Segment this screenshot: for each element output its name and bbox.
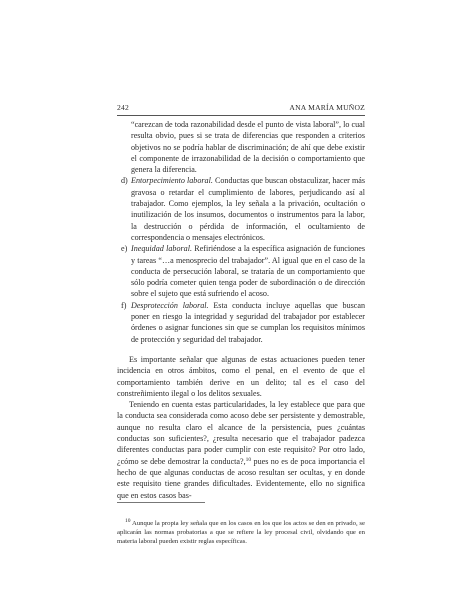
paragraph-persistence [117,399,365,501]
footnote [117,519,365,546]
list-item-text: Conductas que buscan obstaculizar, hacer más gravosa o retardar el cumplimiento de labores, perjudicando así al trabajador. Como ejemplos, la ley señala a la privación, ocultación o inutilización de los insumos, documentos o instrumentos para la labor, la destrucción o pérdida de información, el ocultamiento de correspondencia o mensajes electrónicos. [131,176,365,242]
list-item-text: Esta conducta incluye aquellas que buscan poner en riesgo la integridad y seguridad del trabajador por establecer órdenes o asignar funciones sin que se cumplan los requisitos mínimos de protección y seguridad del trabajador. [131,300,366,344]
page-number: 242 [117,103,129,112]
paragraph-penal: Es importante señalar que algunas de estas actuaciones pueden tener incidencia en otros ámbitos, como el penal, en el evento de que el comportamiento también derive en un delito; tal es el caso del constreñimiento ilegal o los delitos sexuales. [117,354,365,398]
list-item-title: Entorpecimiento laboral. [131,176,213,186]
list-item-e [117,243,365,299]
footnote-text: Aunque la propia ley señala que en los casos en los que los actos se den en privado, se aplicarán las normas probatorias a que se refiere la ley procesal civil, olvidando que en materia laboral pueden existir reglas específicas. [117,519,365,545]
list-item-letter: e) [121,244,128,254]
list-item-f [117,300,365,345]
paragraph-text-after-note: pues no es de poca importancia el hecho de que algunas conductas de acoso resultan ser ocultas, y en donde este requisito tiene grandes dificultades. Evidentemente, ello no significa que en estos casos bas- [117,456,365,500]
quote-continuation: “carezcan de toda razonabilidad desde el punto de vista laboral”, lo cual resulta obvio, pues si se trata de diferencias que responden a criterios objetivos no se podría hablar de discriminación; de ahí que debe existir el componente de irrazonabilidad de la decisión o comportamiento que genera la diferencia. [131,120,365,175]
list-item-title: Inequidad laboral. [131,244,192,254]
paragraph-text-before-note: Teniendo en cuenta estas particularidades, la ley establece que para que la conducta sea considerada como acoso debe ser persistente y demostrable, aunque no resulta claro el alcance de la persistencia, pues ¿cuántas conductas son suficientes?, ¿resulta necesario que el trabajador padezca diferentes conductas para poder cumplir con este requisito? Por otro lado, ¿cómo se debe demostrar la conducta?, [117,400,365,466]
footnote-divider [117,502,205,503]
footnote-reference[interactable]: 10 [245,456,252,463]
main-text [117,119,365,501]
list-item-letter: f) [121,300,127,310]
footnote-number: 10 [125,517,131,524]
running-header [117,103,365,116]
list-item-title: Desprotección laboral. [131,300,209,310]
list-item-text: Refiriéndose a la específica asignación de funciones y tareas “…a menosprecio del trabajador”. Al igual que en el caso de la conducta de persecución laboral, se trataría de un comportamiento que sólo podría cometer quien tenga poder de subordinación o de dirección sobre el sujeto que está sufriendo el acoso. [131,244,365,299]
list-item-letter: d) [121,176,128,186]
list-item-d [117,175,365,243]
running-header-author: ANA MARÍA MUÑOZ [289,103,365,112]
